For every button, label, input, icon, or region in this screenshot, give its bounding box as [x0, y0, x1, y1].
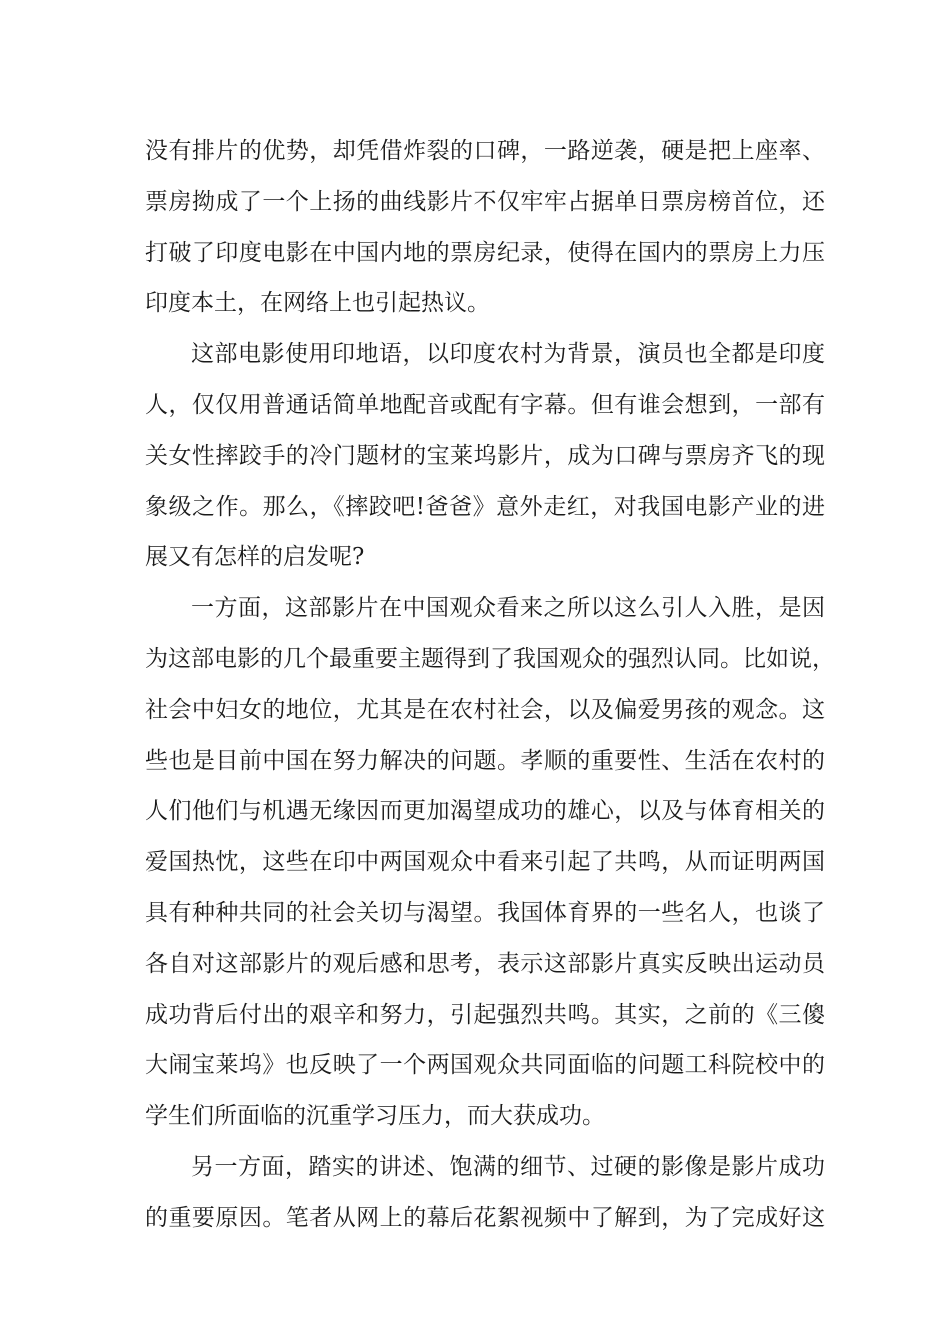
text-line: 社会中妇女的地位，尤其是在农村社会，以及偏爱男孩的观念。这 — [145, 696, 825, 723]
paragraph-start-line: 另一方面，踏实的讲述、饱满的细节、过硬的影像是影片成功 — [191, 1153, 825, 1180]
text-line: 些也是目前中国在努力解决的问题。孝顺的重要性、生活在农村的 — [145, 747, 825, 774]
text-line: 成功背后付出的艰辛和努力，引起强烈共鸣。其实，之前的《三傻 — [145, 1001, 825, 1028]
text-line: 的重要原因。笔者从网上的幕后花絮视频中了解到，为了完成好这 — [145, 1204, 825, 1231]
body-text — [145, 126, 835, 1244]
text-line: 各自对这部影片的观后感和思考，表示这部影片真实反映出运动员 — [145, 950, 825, 977]
text-line: 人，仅仅用普通话简单地配音或配有字幕。但有谁会想到，一部有 — [145, 391, 825, 418]
text-line: 爱国热忱，这些在印中两国观众中看来引起了共鸣，从而证明两国 — [145, 849, 825, 876]
text-line: 象级之作。那么，《摔跤吧!爸爸》意外走红，对我国电影产业的进 — [145, 493, 825, 520]
paragraph-start-line: 一方面，这部影片在中国观众看来之所以这么引人入胜，是因 — [191, 595, 825, 622]
text-line: 票房拗成了一个上扬的曲线影片不仅牢牢占据单日票房榜首位，还 — [145, 188, 825, 215]
text-line: 关女性摔跤手的冷门题材的宝莱坞影片，成为口碑与票房齐飞的现 — [145, 442, 825, 469]
text-line: 具有种种共同的社会关切与渴望。我国体育界的一些名人，也谈了 — [145, 899, 825, 926]
text-line: 打破了印度电影在中国内地的票房纪录，使得在国内的票房上力压 — [145, 239, 825, 266]
text-line: 为这部电影的几个最重要主题得到了我国观众的强烈认同。比如说， — [145, 645, 835, 672]
text-line: 印度本土，在网络上也引起热议。 — [145, 290, 490, 317]
text-line: 学生们所面临的沉重学习压力，而大获成功。 — [145, 1103, 605, 1130]
text-line: 展又有怎样的启发呢? — [145, 544, 365, 571]
paragraph-start-line: 这部电影使用印地语，以印度农村为背景，演员也全都是印度 — [191, 341, 825, 368]
text-line: 没有排片的优势，却凭借炸裂的口碑，一路逆袭，硬是把上座率、 — [145, 138, 825, 164]
text-line: 大闹宝莱坞》也反映了一个两国观众共同面临的问题工科院校中的 — [145, 1052, 825, 1079]
text-line: 人们他们与机遇无缘因而更加渴望成功的雄心，以及与体育相关的 — [145, 798, 825, 825]
